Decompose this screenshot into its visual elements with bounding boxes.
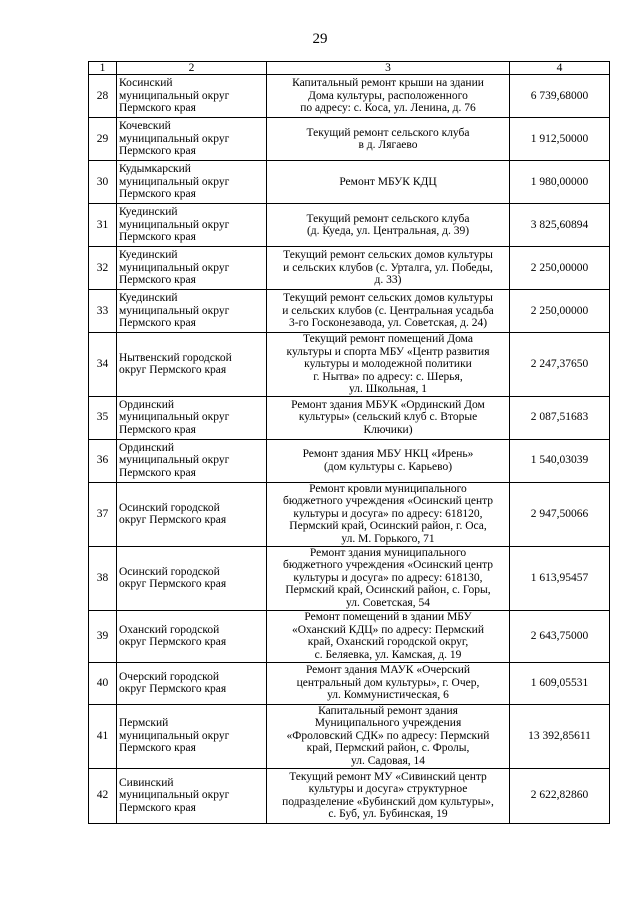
municipality-cell: Пермский муниципальный округ Пермского края <box>117 704 267 768</box>
municipality-cell: Куединский муниципальный округ Пермского края <box>117 247 267 290</box>
header-row <box>89 62 610 75</box>
row-number: 40 <box>89 662 117 704</box>
municipality-cell: Кочевский муниципальный округ Пермского края <box>117 118 267 161</box>
table-row <box>89 768 610 823</box>
table-row <box>89 290 610 333</box>
row-number: 34 <box>89 333 117 397</box>
table-row <box>89 482 610 546</box>
municipality-cell: Косинский муниципальный округ Пермского края <box>117 75 267 118</box>
amount-cell: 2 643,75000 <box>510 610 610 662</box>
row-number: 29 <box>89 118 117 161</box>
table-row <box>89 439 610 482</box>
amount-cell: 13 392,85611 <box>510 704 610 768</box>
work-description-cell: Ремонт здания МБУ НКЦ «Ирень» (дом культуры с. Карьево) <box>267 439 510 482</box>
table-row <box>89 75 610 118</box>
amount-cell: 2 947,50066 <box>510 482 610 546</box>
table-row <box>89 662 610 704</box>
amount-cell: 1 609,05531 <box>510 662 610 704</box>
municipality-cell: Куединский муниципальный округ Пермского края <box>117 204 267 247</box>
header-col-3: 3 <box>267 62 510 75</box>
amount-cell: 1 613,95457 <box>510 546 610 610</box>
table-row <box>89 396 610 439</box>
funding-table <box>88 61 610 824</box>
table-row <box>89 546 610 610</box>
table-row <box>89 610 610 662</box>
table-row <box>89 204 610 247</box>
amount-cell: 2 247,37650 <box>510 333 610 397</box>
row-number: 32 <box>89 247 117 290</box>
amount-cell: 1 980,00000 <box>510 161 610 204</box>
municipality-cell: Нытвенский городской округ Пермского края <box>117 333 267 397</box>
work-description-cell: Ремонт здания МБУК «Ординский Дом культуры» (сельский клуб с. Вторые Ключики) <box>267 396 510 439</box>
header-col-1: 1 <box>89 62 117 75</box>
row-number: 37 <box>89 482 117 546</box>
row-number: 36 <box>89 439 117 482</box>
work-description-cell: Текущий ремонт сельского клуба в д. Лягаево <box>267 118 510 161</box>
municipality-cell: Оханский городской округ Пермского края <box>117 610 267 662</box>
work-description-cell: Ремонт помещений в здании МБУ «Оханский КДЦ» по адресу: Пермский край, Оханский городской округ, с. Беляевка, ул. Камская, д. 19 <box>267 610 510 662</box>
municipality-cell: Кудымкарский муниципальный округ Пермского края <box>117 161 267 204</box>
municipality-cell: Очерский городской округ Пермского края <box>117 662 267 704</box>
table-row <box>89 118 610 161</box>
work-description-cell: Текущий ремонт МУ «Сивинский центр культуры и досуга» структурное подразделение «Бубинский дом культуры», с. Буб, ул. Бубинская, 19 <box>267 768 510 823</box>
work-description-cell: Ремонт здания муниципального бюджетного учреждения «Осинский центр культуры и досуга» по адресу: 618130, Пермский край, Осинский район, с. Горы, ул. Советская, 54 <box>267 546 510 610</box>
work-description-cell: Ремонт МБУК КДЦ <box>267 161 510 204</box>
municipality-cell: Осинский городской округ Пермского края <box>117 546 267 610</box>
work-description-cell: Текущий ремонт сельского клуба (д. Куеда, ул. Центральная, д. 39) <box>267 204 510 247</box>
table-row <box>89 333 610 397</box>
municipality-cell: Осинский городской округ Пермского края <box>117 482 267 546</box>
amount-cell: 2 250,00000 <box>510 247 610 290</box>
municipality-cell: Ординский муниципальный округ Пермского края <box>117 396 267 439</box>
amount-cell: 2 622,82860 <box>510 768 610 823</box>
work-description-cell: Ремонт здания МАУК «Очерский центральный дом культуры», г. Очер, ул. Коммунистическая, 6 <box>267 662 510 704</box>
row-number: 28 <box>89 75 117 118</box>
work-description-cell: Капитальный ремонт крыши на здании Дома культуры, расположенного по адресу: с. Коса, ул. Ленина, д. 76 <box>267 75 510 118</box>
table-row <box>89 704 610 768</box>
work-description-cell: Текущий ремонт помещений Дома культуры и спорта МБУ «Центр развития культуры и молодежной политики г. Нытва» по адресу: с. Шерья, ул. Школьная, 1 <box>267 333 510 397</box>
amount-cell: 1 912,50000 <box>510 118 610 161</box>
row-number: 39 <box>89 610 117 662</box>
table-body <box>89 75 610 824</box>
header-col-2: 2 <box>117 62 267 75</box>
amount-cell: 1 540,03039 <box>510 439 610 482</box>
amount-cell: 3 825,60894 <box>510 204 610 247</box>
row-number: 31 <box>89 204 117 247</box>
municipality-cell: Ординский муниципальный округ Пермского края <box>117 439 267 482</box>
municipality-cell: Сивинский муниципальный округ Пермского края <box>117 768 267 823</box>
row-number: 42 <box>89 768 117 823</box>
row-number: 33 <box>89 290 117 333</box>
work-description-cell: Текущий ремонт сельских домов культуры и сельских клубов (с. Центральная усадьба 3-го Госконезавода, ул. Советская, д. 24) <box>267 290 510 333</box>
work-description-cell: Текущий ремонт сельских домов культуры и сельских клубов (с. Урталга, ул. Победы, д. 33) <box>267 247 510 290</box>
row-number: 30 <box>89 161 117 204</box>
work-description-cell: Капитальный ремонт здания Муниципального учреждения «Фроловский СДК» по адресу: Пермский край, Пермский район, с. Фролы, ул. Садовая, 14 <box>267 704 510 768</box>
row-number: 35 <box>89 396 117 439</box>
header-col-4: 4 <box>510 62 610 75</box>
row-number: 38 <box>89 546 117 610</box>
amount-cell: 2 250,00000 <box>510 290 610 333</box>
table-row <box>89 247 610 290</box>
amount-cell: 6 739,68000 <box>510 75 610 118</box>
page-number: 29 <box>312 31 328 47</box>
amount-cell: 2 087,51683 <box>510 396 610 439</box>
work-description-cell: Ремонт кровли муниципального бюджетного учреждения «Осинский центр культуры и досуга» по адресу: 618120, Пермский край, Осинский район, г. Оса, ул. М. Горького, 71 <box>267 482 510 546</box>
row-number: 41 <box>89 704 117 768</box>
table-row <box>89 161 610 204</box>
municipality-cell: Куединский муниципальный округ Пермского края <box>117 290 267 333</box>
